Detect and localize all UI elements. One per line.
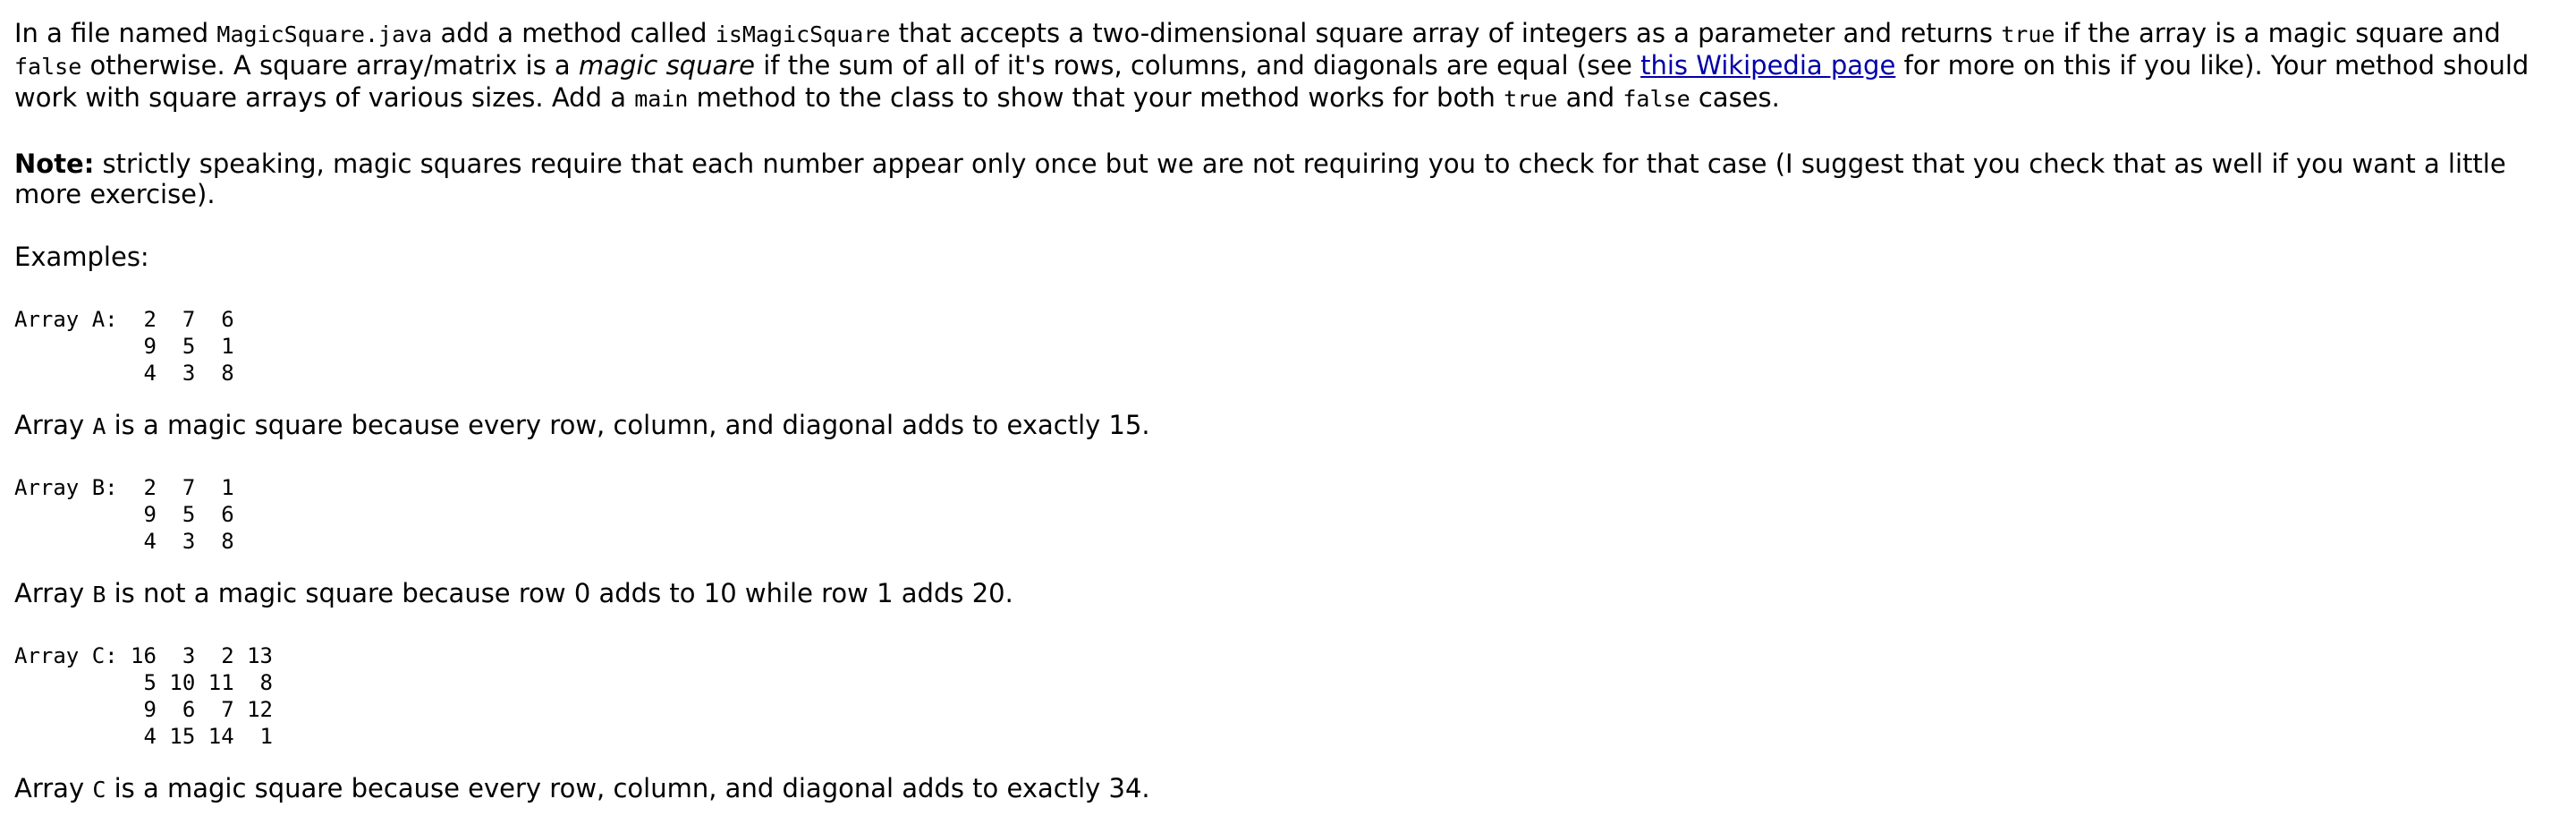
true-code: true — [2001, 21, 2055, 47]
intro-text: add a method called — [432, 18, 716, 48]
array-b-description — [14, 578, 2565, 610]
intro-paragraph — [14, 18, 2565, 115]
intro-text: In a file named — [14, 18, 217, 48]
intro-text: otherwise. A square array/matrix is a — [81, 50, 579, 81]
magic-square-emphasis: magic square — [578, 50, 756, 81]
examples-heading: Examples: — [14, 242, 149, 272]
array-a-block: Array A: 2 7 6 9 5 1 4 3 8 — [14, 307, 234, 386]
main-code: main — [634, 86, 689, 112]
intro-text: if the sum of all of it's rows, columns, and diagonals are equal (see — [755, 50, 1641, 81]
array-c-code: C — [92, 777, 106, 803]
desc-text: is a magic square because every row, column, and diagonal adds to exactly 15. — [106, 410, 1150, 440]
method-name-code: isMagicSquare — [715, 21, 891, 47]
note-paragraph — [14, 149, 2565, 209]
note-label: Note: — [14, 149, 95, 179]
array-a-code: A — [92, 413, 106, 439]
intro-text: and — [1557, 82, 1623, 113]
false-code: false — [1623, 86, 1690, 112]
desc-text: is not a magic square because row 0 adds to 10 while row 1 adds 20. — [106, 578, 1013, 608]
intro-text: that accepts a two-dimensional square array of integers as a parameter and returns — [890, 18, 2002, 48]
array-b-code: B — [92, 582, 106, 608]
note-text: strictly speaking, magic squares require that each number appear only once but we are not requiring you to check for that case (I suggest that you check that as well if you want a little more exercise). — [14, 149, 2506, 209]
array-b-block: Array B: 2 7 1 9 5 6 4 3 8 — [14, 475, 234, 554]
array-a-description — [14, 410, 2565, 442]
intro-text: cases. — [1690, 82, 1780, 113]
file-name-code: MagicSquare.java — [216, 21, 433, 47]
intro-text: method to the class to show that your method works for both — [688, 82, 1504, 113]
intro-text: if the array is a magic square and — [2055, 18, 2501, 48]
desc-text: Array — [14, 773, 93, 803]
desc-text: Array — [14, 410, 93, 440]
true-code: true — [1504, 86, 1558, 112]
array-c-description — [14, 773, 2565, 805]
desc-text: is a magic square because every row, column, and diagonal adds to exactly 34. — [106, 773, 1150, 803]
array-c-block: Array C: 16 3 2 13 5 10 11 8 9 6 7 12 4 15 14 1 — [14, 643, 273, 749]
wikipedia-link[interactable]: this Wikipedia page — [1640, 50, 1896, 81]
desc-text: Array — [14, 578, 93, 608]
false-code: false — [14, 54, 82, 80]
intro-text: for more on this if you like). Your method should work with square arrays of various sizes. Add a — [14, 50, 2529, 113]
